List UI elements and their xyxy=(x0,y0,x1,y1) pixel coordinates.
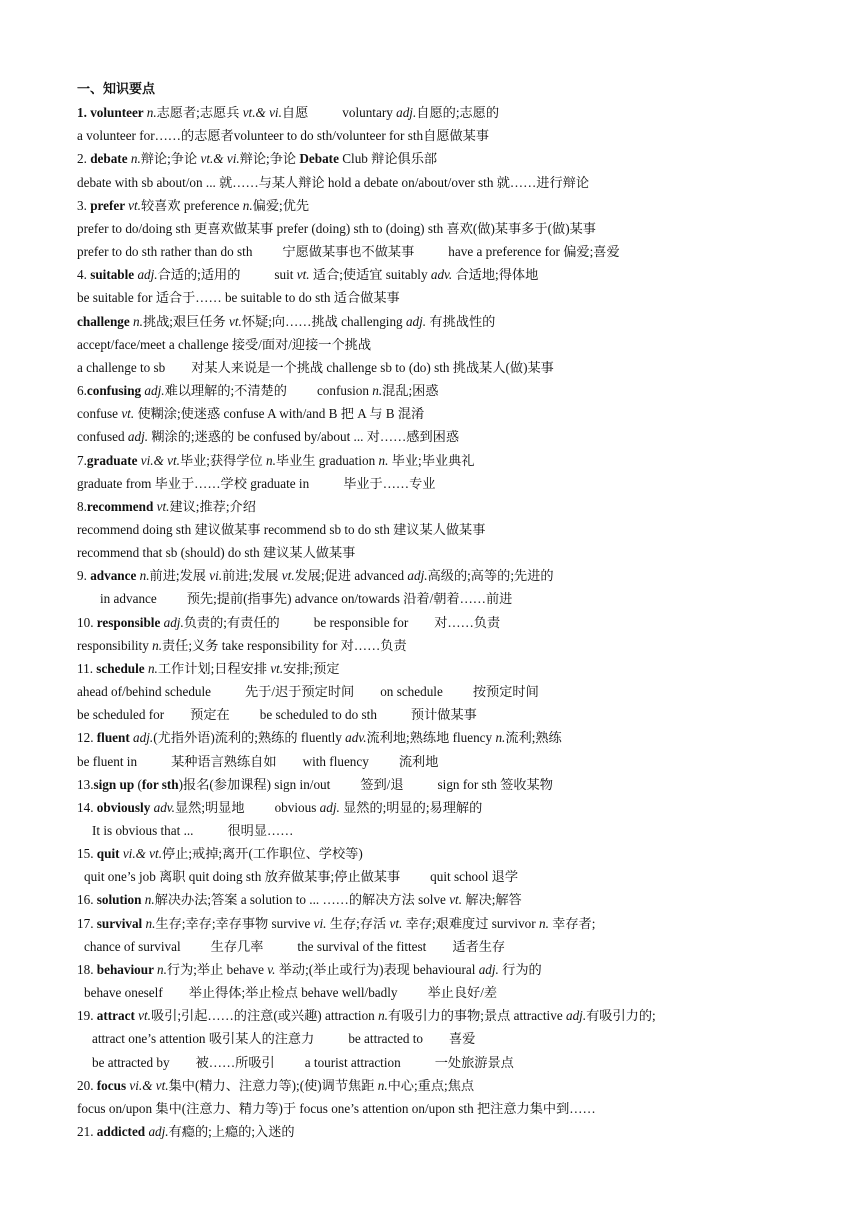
entry-text: 流利地 xyxy=(398,753,439,769)
vocab-line xyxy=(77,1074,847,1097)
part-of-speech: vi. xyxy=(313,915,327,931)
vocab-line xyxy=(77,680,847,703)
entry-text: 19. xyxy=(77,1008,97,1024)
entry-text: 挑战;艰巨任务 xyxy=(142,313,230,329)
vocab-line xyxy=(77,402,847,425)
part-of-speech: vt. xyxy=(156,498,170,514)
part-of-speech: n. xyxy=(378,1008,388,1024)
part-of-speech: adj. xyxy=(144,383,165,399)
headword: schedule xyxy=(96,660,148,676)
headword: behaviour xyxy=(96,961,157,977)
vocab-line xyxy=(77,611,847,634)
part-of-speech: vi.& vt. xyxy=(129,1077,169,1093)
part-of-speech: vt. xyxy=(281,568,295,584)
entry-text: 安排;预定 xyxy=(283,660,340,676)
headword: focus xyxy=(96,1077,130,1093)
entry-text: have a preference for 偏爱;喜爱 xyxy=(448,244,620,260)
entry-text: 解决办法;答案 a solution to ... ……的解决方法 solve xyxy=(154,892,450,908)
part-of-speech: vt. xyxy=(270,660,284,676)
vocab-line xyxy=(77,796,847,819)
vocab-line xyxy=(77,541,847,564)
entry-text: 自愿的;志愿的 xyxy=(416,105,500,121)
entry-text: ( xyxy=(137,776,142,792)
headword: obviously xyxy=(96,799,154,815)
part-of-speech: n. xyxy=(372,383,383,399)
entry-text: 较喜欢 preference xyxy=(140,197,243,213)
entry-text: 9. xyxy=(77,568,91,584)
entry-text: 15. xyxy=(77,846,97,862)
vocab-line xyxy=(77,333,847,356)
vocab-line xyxy=(77,819,847,842)
vocab-line xyxy=(77,888,847,911)
headword: advance xyxy=(90,568,140,584)
part-of-speech: adv. xyxy=(153,799,175,815)
vocab-line xyxy=(77,657,847,680)
vocab-line xyxy=(77,634,847,657)
part-of-speech: n. xyxy=(144,892,155,908)
entry-text: 合适地;得体地 xyxy=(452,267,539,283)
vocab-line xyxy=(77,495,847,518)
entry-text: obvious xyxy=(274,799,320,815)
entry-text: focus on/upon 集中(注意力、精力等)于 focus one’s attention on/upon sth 把注意力集中到…… xyxy=(77,1100,596,1116)
headword: graduate xyxy=(86,452,141,468)
entry-text: 有吸引力的事物;景点 attractive xyxy=(387,1008,566,1024)
entry-text: 自愿 xyxy=(281,105,309,121)
entry-text: It is obvious that ... xyxy=(92,823,194,838)
entry-text: 显然;明显地 xyxy=(174,799,245,815)
entry-text: 幸存;艰难度过 survivor xyxy=(402,915,539,931)
vocab-line xyxy=(77,1120,847,1143)
vocab-line xyxy=(77,217,847,240)
entry-text: behave oneself xyxy=(84,985,163,1001)
entry-text: 集中(精力、注意力等);(使)调节焦距 xyxy=(168,1077,378,1093)
entry-text: 适合;使适宜 suitably xyxy=(309,267,431,283)
vocab-line xyxy=(77,286,847,309)
entry-text: 被……所吸引 xyxy=(195,1054,275,1070)
headword: suitable xyxy=(90,267,138,283)
entry-text: be suitable for 适合于…… be suitable to do sth 适合做某事 xyxy=(77,290,400,306)
entry-text: )报名(参加课程) sign in/out xyxy=(178,776,331,792)
entry-text: 毕业;获得学位 xyxy=(179,452,267,468)
part-of-speech: adv. xyxy=(345,730,367,746)
entry-text: voluntary xyxy=(342,105,397,121)
part-of-speech: n. xyxy=(378,452,389,468)
vocab-line xyxy=(77,587,847,610)
vocab-line xyxy=(77,564,847,587)
entry-text: 喜爱 xyxy=(449,1031,476,1047)
entry-text: 合适的;适用的 xyxy=(157,267,241,283)
entry-text: 13. xyxy=(77,776,94,792)
vocab-line xyxy=(77,124,847,147)
part-of-speech: n. xyxy=(146,105,157,121)
vocab-line xyxy=(77,935,847,958)
part-of-speech: n. xyxy=(538,915,549,931)
entry-text: graduate from 毕业于……学校 graduate in xyxy=(77,475,310,491)
part-of-speech: vt. xyxy=(128,197,141,213)
entry-text: 有吸引力的; xyxy=(586,1008,656,1024)
part-of-speech: vt.& vi. xyxy=(242,105,282,121)
headword: confusing xyxy=(86,383,145,399)
entry-text: attract one’s attention 吸引某人的注意力 xyxy=(92,1031,315,1047)
entry-text: 举止得体;举止检点 behave well/badly xyxy=(188,985,398,1001)
vocabulary-list xyxy=(77,101,847,1143)
entry-text: 适者生存 xyxy=(452,938,506,954)
document-page xyxy=(77,78,847,1143)
entry-text: ahead of/behind schedule xyxy=(77,684,212,700)
entry-text: 解决;解答 xyxy=(462,892,522,908)
entry-text: 流利地;熟练地 fluency xyxy=(366,730,496,746)
entry-text: 对某人来说是一个挑战 xyxy=(191,359,324,375)
part-of-speech: n. xyxy=(377,1077,388,1093)
entry-text: confused xyxy=(77,429,128,445)
vocab-line xyxy=(77,865,847,888)
part-of-speech: adj. xyxy=(565,1008,587,1024)
vocab-line xyxy=(77,958,847,981)
part-of-speech: n. xyxy=(130,151,141,167)
entry-text: a challenge to sb xyxy=(77,359,166,375)
vocab-line xyxy=(77,310,847,333)
vocab-line xyxy=(77,912,847,935)
entry-text: 一处旅游景点 xyxy=(434,1054,514,1070)
entry-text: prefer to do sth rather than do sth xyxy=(77,244,253,260)
part-of-speech: adj. xyxy=(163,614,184,630)
vocab-line xyxy=(77,981,847,1004)
part-of-speech: n. xyxy=(147,660,158,676)
entry-text: 20. xyxy=(77,1077,97,1093)
part-of-speech: adj. xyxy=(137,267,158,283)
entry-text: be attracted by xyxy=(92,1054,170,1070)
entry-text: confuse xyxy=(77,406,122,422)
part-of-speech: vt. xyxy=(138,1008,151,1024)
entry-text: (尤指外语)流利的;熟练的 fluently xyxy=(153,730,346,746)
entry-text: 8. xyxy=(77,498,87,514)
entry-text: 18. xyxy=(77,961,97,977)
vocab-line xyxy=(77,750,847,773)
entry-text: 12. xyxy=(77,730,97,746)
entry-text: 签到/退 xyxy=(360,776,404,792)
entry-text: 行为;举止 behave xyxy=(166,961,268,977)
entry-text: 预计做某事 xyxy=(410,707,477,723)
entry-text: be scheduled for xyxy=(77,707,165,723)
entry-text: confusion xyxy=(316,383,373,399)
headword: addicted xyxy=(96,1124,149,1140)
vocab-line xyxy=(77,101,847,124)
entry-text: 7. xyxy=(77,452,87,468)
part-of-speech: n. xyxy=(495,730,506,746)
entry-text: 16. xyxy=(77,892,97,908)
entry-text: accept/face/meet a challenge 接受/面对/迎接一个挑战 xyxy=(77,336,372,352)
entry-text: 难以理解的;不清楚的 xyxy=(164,383,287,399)
part-of-speech: vt. xyxy=(296,267,310,283)
entry-text: prefer to do/doing sth 更喜欢做某事 prefer (doing) sth to (doing) sth 喜欢(做)某事多于(做)某事 xyxy=(77,220,596,236)
entry-text: 前进;发展 xyxy=(222,568,282,584)
entry-text: a tourist attraction xyxy=(304,1054,401,1070)
entry-text: be scheduled to do sth xyxy=(259,707,377,723)
vocab-line xyxy=(77,425,847,448)
part-of-speech: adv. xyxy=(430,267,453,283)
entry-text: quit school 退学 xyxy=(430,869,519,885)
vocab-line xyxy=(77,726,847,749)
part-of-speech: adj. xyxy=(148,1124,169,1140)
part-of-speech: adj. xyxy=(405,313,427,329)
entry-text: 4. xyxy=(77,267,91,283)
section-title: 一、知识要点 xyxy=(77,82,156,97)
entry-text: suit xyxy=(274,267,297,283)
entry-text: 6. xyxy=(77,383,87,399)
entry-text: 2. xyxy=(77,151,91,167)
entry-text: 21. xyxy=(77,1124,97,1140)
vocab-line xyxy=(77,1027,847,1050)
entry-text: chance of survival xyxy=(84,938,181,954)
part-of-speech: n. xyxy=(242,197,253,213)
headword: for sth xyxy=(141,776,179,792)
entry-text: 10. xyxy=(77,614,97,630)
headword: attract xyxy=(96,1008,139,1024)
vocab-line xyxy=(77,263,847,286)
entry-text: 按预定时间 xyxy=(472,684,539,700)
part-of-speech: n. xyxy=(157,961,167,977)
part-of-speech: adj. xyxy=(319,799,340,815)
vocab-line xyxy=(77,703,847,726)
headword: fluent xyxy=(96,730,134,746)
entry-text: 预先;提前(指事先) advance on/towards 沿着/朝着……前进 xyxy=(186,591,513,607)
entry-text: 预定在 xyxy=(190,707,230,723)
part-of-speech: v. xyxy=(267,961,276,977)
part-of-speech: n. xyxy=(145,915,156,931)
part-of-speech: n. xyxy=(152,637,162,653)
entry-text: 志愿者;志愿兵 xyxy=(156,105,243,121)
headword: Debate xyxy=(299,151,343,167)
entry-text: 发展;促进 advanced xyxy=(294,568,408,584)
entry-text: be responsible for xyxy=(313,614,409,630)
entry-text: 责任;义务 take responsibility for 对……负责 xyxy=(162,637,407,653)
part-of-speech: vi. xyxy=(209,568,223,584)
entry-text: recommend doing sth 建议做某事 recommend sb to do sth 建议某人做某事 xyxy=(77,521,486,537)
entry-text: 负责的;有责任的 xyxy=(183,614,280,630)
entry-text: a volunteer for……的志愿者volunteer to do sth/volunteer for sth自愿做某事 xyxy=(77,128,490,144)
entry-text: recommend that sb (should) do sth 建议某人做某事 xyxy=(77,545,356,561)
part-of-speech: n. xyxy=(266,452,276,468)
entry-text: debate with sb about/on ... 就……与某人辩论 hold a debate on/about/over sth 就……进行辩论 xyxy=(77,174,590,190)
entry-text: 对……负责 xyxy=(434,614,501,630)
headword: recommend xyxy=(86,498,157,514)
headword: quit xyxy=(96,846,123,862)
entry-text: 11. xyxy=(77,660,97,676)
part-of-speech: adj. xyxy=(396,105,417,121)
entry-text: 中心;重点;焦点 xyxy=(387,1077,475,1093)
entry-text: quit one’s job 离职 quit doing sth 放弃做某事;停止做某事 xyxy=(84,869,401,885)
headword: challenge xyxy=(77,313,134,329)
entry-text: 停止;戒掉;离开(工作职位、学校等) xyxy=(162,846,363,862)
entry-text: 有瘾的;上瘾的;入迷的 xyxy=(168,1124,295,1140)
entry-text: 毕业;毕业典礼 xyxy=(388,452,475,468)
entry-text: 毕业生 graduation xyxy=(275,452,379,468)
part-of-speech: adj. xyxy=(407,568,428,584)
vocab-line xyxy=(77,1097,847,1120)
entry-text: 流利;熟练 xyxy=(505,730,562,746)
entry-text: 很明显…… xyxy=(227,823,294,838)
entry-text: 生存;幸存;幸存事物 survive xyxy=(155,915,314,931)
entry-text: 某种语言熟练自如 xyxy=(171,753,277,769)
entry-text: 辩论;争论 xyxy=(140,151,201,167)
vocab-line xyxy=(77,240,847,263)
entry-text: 行为的 xyxy=(498,961,542,977)
entry-text: Club 辩论俱乐部 xyxy=(342,151,438,167)
entry-text: 生存几率 xyxy=(210,938,264,954)
entry-text: be fluent in xyxy=(77,753,138,769)
vocab-line xyxy=(77,842,847,865)
entry-text: 吸引;引起……的注意(或兴趣) attraction xyxy=(150,1008,379,1024)
entry-text: 举止良好/差 xyxy=(427,985,498,1001)
vocab-line xyxy=(77,1051,847,1074)
headword: prefer xyxy=(90,197,129,213)
entry-text: 怀疑;向……挑战 challenging xyxy=(241,313,406,329)
vocab-line xyxy=(77,518,847,541)
entry-text: 糊涂的;迷惑的 be confused by/about ... 对……感到困惑 xyxy=(148,429,460,445)
entry-text: 17. xyxy=(77,915,97,931)
headword: responsible xyxy=(96,614,164,630)
entry-text: 3. xyxy=(77,197,91,213)
entry-text: 14. xyxy=(77,799,97,815)
entry-text: sign for sth 签收某物 xyxy=(437,776,553,792)
entry-text: 毕业于……专业 xyxy=(343,475,436,491)
vocab-line xyxy=(77,472,847,495)
entry-text: 偏爱;优先 xyxy=(252,197,310,213)
entry-text: the survival of the fittest xyxy=(297,938,427,954)
entry-text: 工作计划;日程安排 xyxy=(157,660,271,676)
entry-text: 生存;存活 xyxy=(326,915,390,931)
entry-text: 高级的;高等的;先进的 xyxy=(427,568,554,584)
entry-text: be attracted to xyxy=(348,1031,424,1047)
vocab-line xyxy=(77,356,847,379)
part-of-speech: vi.& vt. xyxy=(122,846,162,862)
entry-text: 混乱;困惑 xyxy=(382,383,439,399)
entry-text: 先于/迟于预定时间 xyxy=(245,684,355,700)
part-of-speech: vt. xyxy=(121,406,135,422)
part-of-speech: adj. xyxy=(478,961,499,977)
headword: 1. volunteer xyxy=(77,105,147,121)
part-of-speech: adj. xyxy=(133,730,154,746)
vocab-line xyxy=(77,1004,847,1027)
headword: debate xyxy=(90,151,131,167)
entry-text: 前进;发展 xyxy=(149,568,210,584)
entry-text: 宁愿做某事也不做某事 xyxy=(282,244,415,260)
vocab-line xyxy=(77,194,847,217)
entry-text: with fluency xyxy=(302,753,369,769)
entry-text: responsibility xyxy=(77,637,153,653)
entry-text: 有挑战性的 xyxy=(426,313,496,329)
entry-text: 辩论;争论 xyxy=(239,151,300,167)
headword: sign up xyxy=(93,776,138,792)
headword: survival xyxy=(96,915,146,931)
entry-text: 举动;(举止或行为)表现 behavioural xyxy=(275,961,479,977)
part-of-speech: vt. xyxy=(449,892,463,908)
entry-text: challenge sb to (do) sth 挑战某人(做)某事 xyxy=(323,359,554,375)
headword: solution xyxy=(96,892,145,908)
part-of-speech: adj. xyxy=(127,429,149,445)
vocab-line xyxy=(77,379,847,402)
entry-text: in advance xyxy=(100,591,157,607)
entry-text: 建议;推荐;介绍 xyxy=(169,498,256,514)
entry-text: on schedule xyxy=(380,684,443,700)
entry-text: 使糊涂;使迷惑 confuse A with/and B 把 A 与 B 混淆 xyxy=(134,406,425,422)
part-of-speech: vt. xyxy=(389,915,403,931)
entry-text: 幸存者; xyxy=(548,915,596,931)
vocab-line xyxy=(77,449,847,472)
part-of-speech: n. xyxy=(139,568,150,584)
vocab-line xyxy=(77,171,847,194)
part-of-speech: vi.& vt. xyxy=(140,452,180,468)
entry-text: 显然的;明显的;易理解的 xyxy=(339,799,483,815)
part-of-speech: n. xyxy=(133,313,143,329)
vocab-line xyxy=(77,147,847,170)
vocab-line xyxy=(77,773,847,796)
part-of-speech: vt. xyxy=(229,313,242,329)
part-of-speech: vt.& vi. xyxy=(200,151,240,167)
